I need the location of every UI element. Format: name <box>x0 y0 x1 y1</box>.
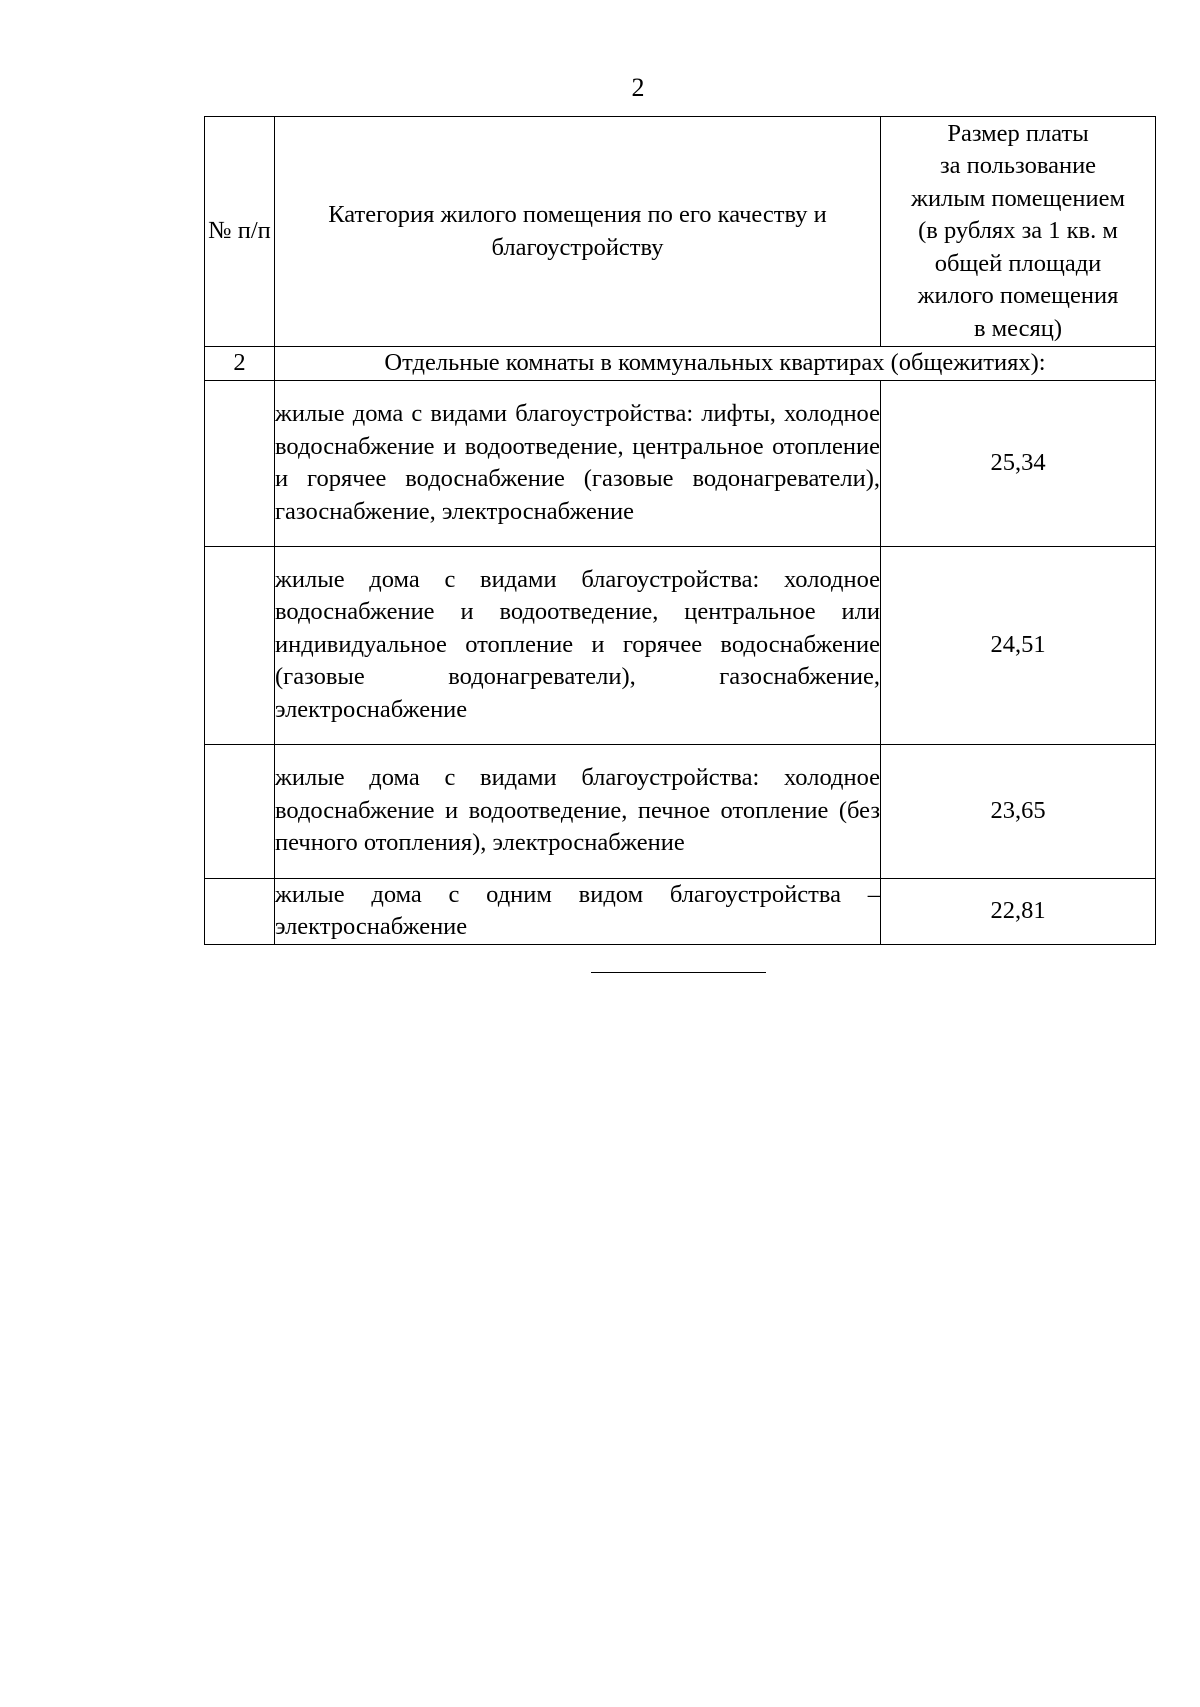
row-description: жилые дома с видами благоустройства: лифты, холодное водоснабжение и водоотведение, центральное отопление и горячее водоснабжение (газовые водонагреватели), газоснабжение, электроснабжение <box>275 380 881 546</box>
end-rule <box>591 972 766 973</box>
row-price: 24,51 <box>881 546 1156 744</box>
header-price-line: общей площади <box>934 249 1102 277</box>
header-price-line: в месяц) <box>973 314 1063 342</box>
header-price-line: Размер платы <box>947 119 1089 147</box>
tariff-table <box>204 116 1156 945</box>
section-number: 2 <box>205 347 275 381</box>
section-row <box>205 347 1156 381</box>
row-number <box>205 380 275 546</box>
row-price: 23,65 <box>881 744 1156 878</box>
header-price-line: (в рублях за 1 кв. м <box>918 217 1118 245</box>
header-category: Категория жилого помещения по его качеству и благоустройству <box>275 117 881 347</box>
row-price: 22,81 <box>881 878 1156 944</box>
row-number <box>205 744 275 878</box>
header-price <box>881 117 1156 347</box>
table-row <box>205 744 1156 878</box>
row-description: жилые дома с видами благоустройства: холодное водоснабжение и водоотведение, центральное или индивидуальное отопление и горячее водоснабжение (газовые водонагреватели), газоснабжение, электроснабжение <box>275 546 881 744</box>
header-price-line: жилым помещением <box>911 184 1125 212</box>
row-number <box>205 546 275 744</box>
row-price: 25,34 <box>881 380 1156 546</box>
table-row <box>205 546 1156 744</box>
row-description: жилые дома с видами благоустройства: холодное водоснабжение и водоотведение, печное отопление (без печного отопления), электроснабжение <box>275 744 881 878</box>
page-number: 2 <box>631 73 645 102</box>
header-number: № п/п <box>205 117 275 347</box>
table-row <box>205 380 1156 546</box>
section-title: Отдельные комнаты в коммунальных квартирах (общежитиях): <box>275 347 1156 381</box>
table-row <box>205 878 1156 944</box>
table-header-row <box>205 117 1156 347</box>
row-number <box>205 878 275 944</box>
header-price-line: жилого помещения <box>917 282 1119 310</box>
row-description: жилые дома с одним видом благоустройства – электроснабжение <box>275 878 881 944</box>
header-price-line: за пользование <box>939 152 1097 180</box>
